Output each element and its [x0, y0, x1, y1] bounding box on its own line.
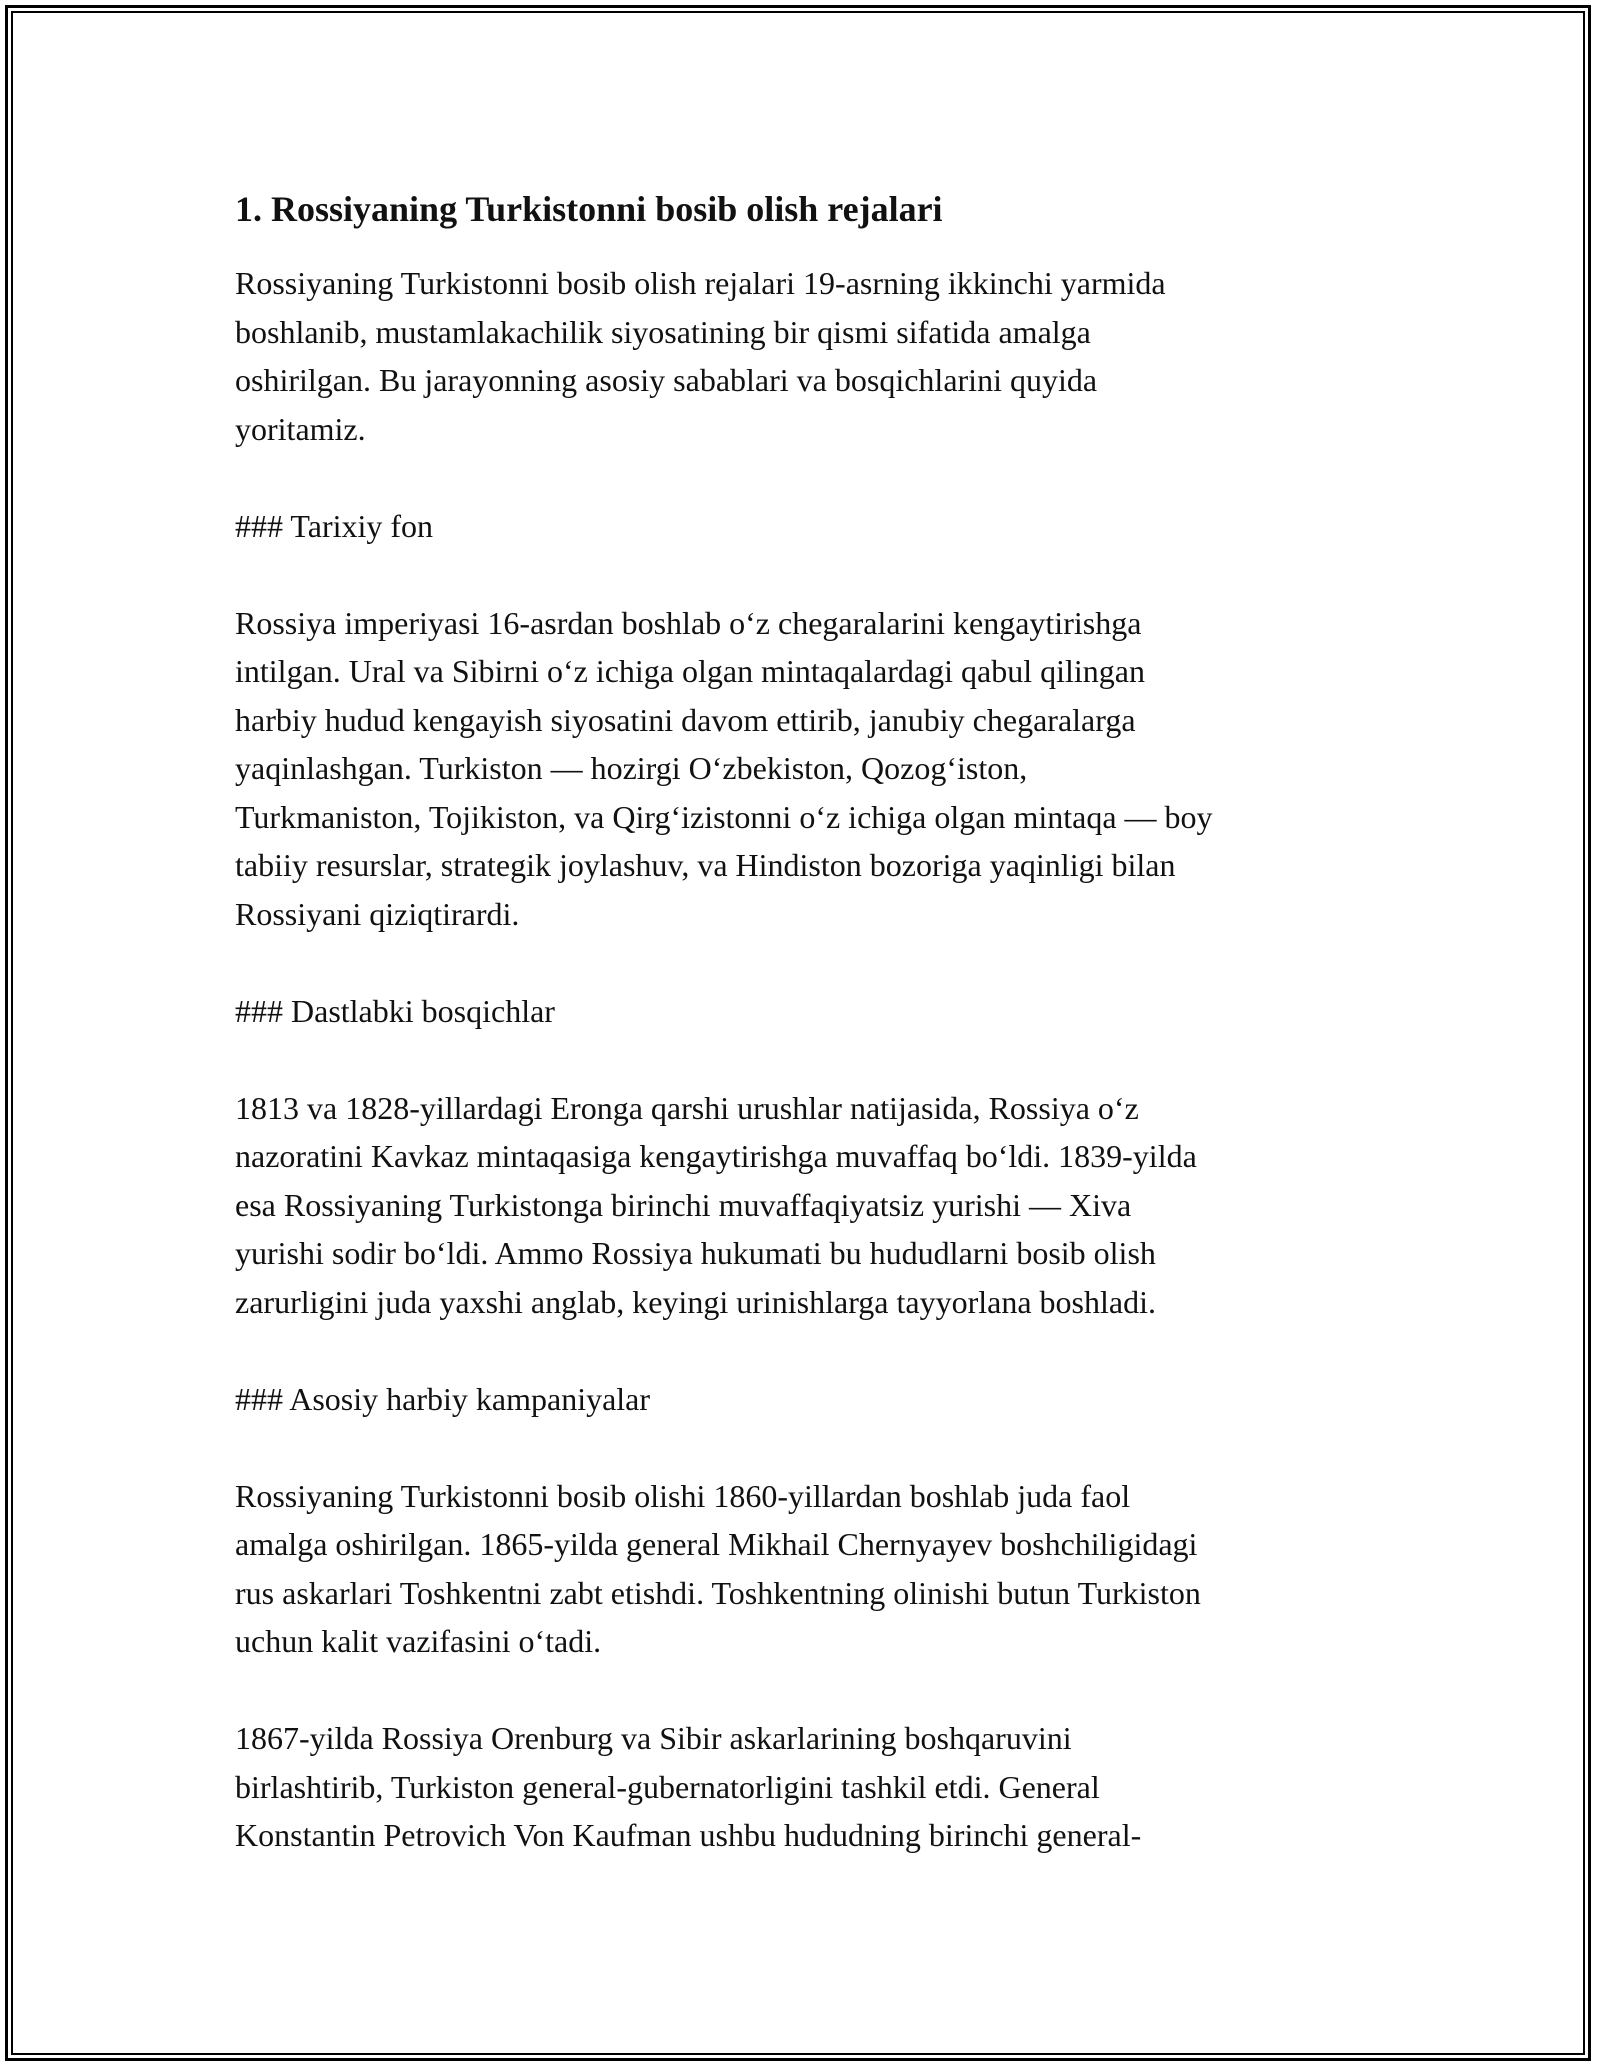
- text-line: yoritamiz.: [235, 410, 366, 447]
- text-line: boshlanib, mustamlakachilik siyosatining bir qismi sifatida amalga: [235, 313, 1091, 350]
- text-line: oshirilgan. Bu jarayonning asosiy sabablari va bosqichlarini quyida: [235, 362, 1098, 398]
- historical-background-paragraph: [235, 599, 1375, 939]
- section-heading-dastlabki-bosqichlar: [235, 987, 1375, 1036]
- text-line: Turkmaniston, Tojikiston, va Qirg‘izistonni o‘z ichiga olgan mintaqa — boy: [235, 798, 1213, 835]
- text-line: yaqinlashgan. Turkiston — hozirgi O‘zbekiston, Qozog‘iston,: [235, 750, 1028, 786]
- document-title: 1. Rossiyaning Turkistonni bosib olish rejalari: [235, 189, 943, 229]
- text-line: ### Asosiy harbiy kampaniyalar: [235, 1380, 651, 1417]
- section-heading-tarixiy-fon: [235, 502, 1375, 551]
- text-line: birlashtirib, Turkiston general-gubernatorligini tashkil etdi. General: [235, 1768, 1100, 1805]
- text-line: ### Dastlabki bosqichlar: [235, 992, 555, 1029]
- text-line: esa Rossiyaning Turkistonga birinchi muvaffaqiyatsiz yurishi — Xiva: [235, 1186, 1132, 1223]
- text-line: Rossiyaning Turkistonni bosib olishi 1860-yillardan boshlab juda faol: [235, 1477, 1131, 1514]
- document-body: [235, 185, 1375, 1908]
- text-line: yurishi sodir bo‘ldi. Ammo Rossiya hukumati bu hududlarni bosib olish: [235, 1235, 1156, 1271]
- governorate-paragraph: [235, 1714, 1375, 1860]
- section-heading-asosiy-harbiy-kampaniyalar: [235, 1375, 1375, 1424]
- text-line: Konstantin Petrovich Von Kaufman ushbu hududning birinchi general-: [235, 1817, 1142, 1853]
- text-line: intilgan. Ural va Sibirni o‘z ichiga olgan mintaqalardagi qabul qilingan: [235, 653, 1145, 689]
- text-line: Rossiya imperiyasi 16-asrdan boshlab o‘z chegaralarini kengaytirishga: [235, 604, 1142, 641]
- text-line: 1813 va 1828-yillardagi Eronga qarshi urushlar natijasida, Rossiya o‘z: [235, 1089, 1139, 1126]
- military-campaigns-paragraph: [235, 1472, 1375, 1666]
- text-line: tabiiy resurslar, strategik joylashuv, va Hindiston bozoriga yaqinligi bilan: [235, 847, 1176, 883]
- text-line: zarurligini juda yaxshi anglab, keyingi urinishlarga tayyorlana boshladi.: [235, 1283, 1156, 1320]
- text-line: uchun kalit vazifasini o‘tadi.: [235, 1623, 602, 1659]
- text-line: ### Tarixiy fon: [235, 507, 434, 544]
- text-line: rus askarlari Toshkentni zabt etishdi. Toshkentning olinishi butun Turkiston: [235, 1574, 1201, 1611]
- intro-paragraph: [235, 259, 1375, 453]
- text-line: nazoratini Kavkaz mintaqasiga kengaytirishga muvaffaq bo‘ldi. 1839-yilda: [235, 1138, 1197, 1174]
- text-line: 1867-yilda Rossiya Orenburg va Sibir askarlarining boshqaruvini: [235, 1720, 1072, 1756]
- text-line: Rossiyaning Turkistonni bosib olish rejalari 19-asrning ikkinchi yarmida: [235, 265, 1166, 301]
- text-line: harbiy hudud kengayish siyosatini davom ettirib, janubiy chegaralarga: [235, 701, 1136, 738]
- text-line: Rossiyani qiziqtirardi.: [235, 895, 520, 932]
- text-line: amalga oshirilgan. 1865-yilda general Mikhail Chernyayev boshchiligidagi: [235, 1526, 1198, 1562]
- early-stages-paragraph: [235, 1084, 1375, 1327]
